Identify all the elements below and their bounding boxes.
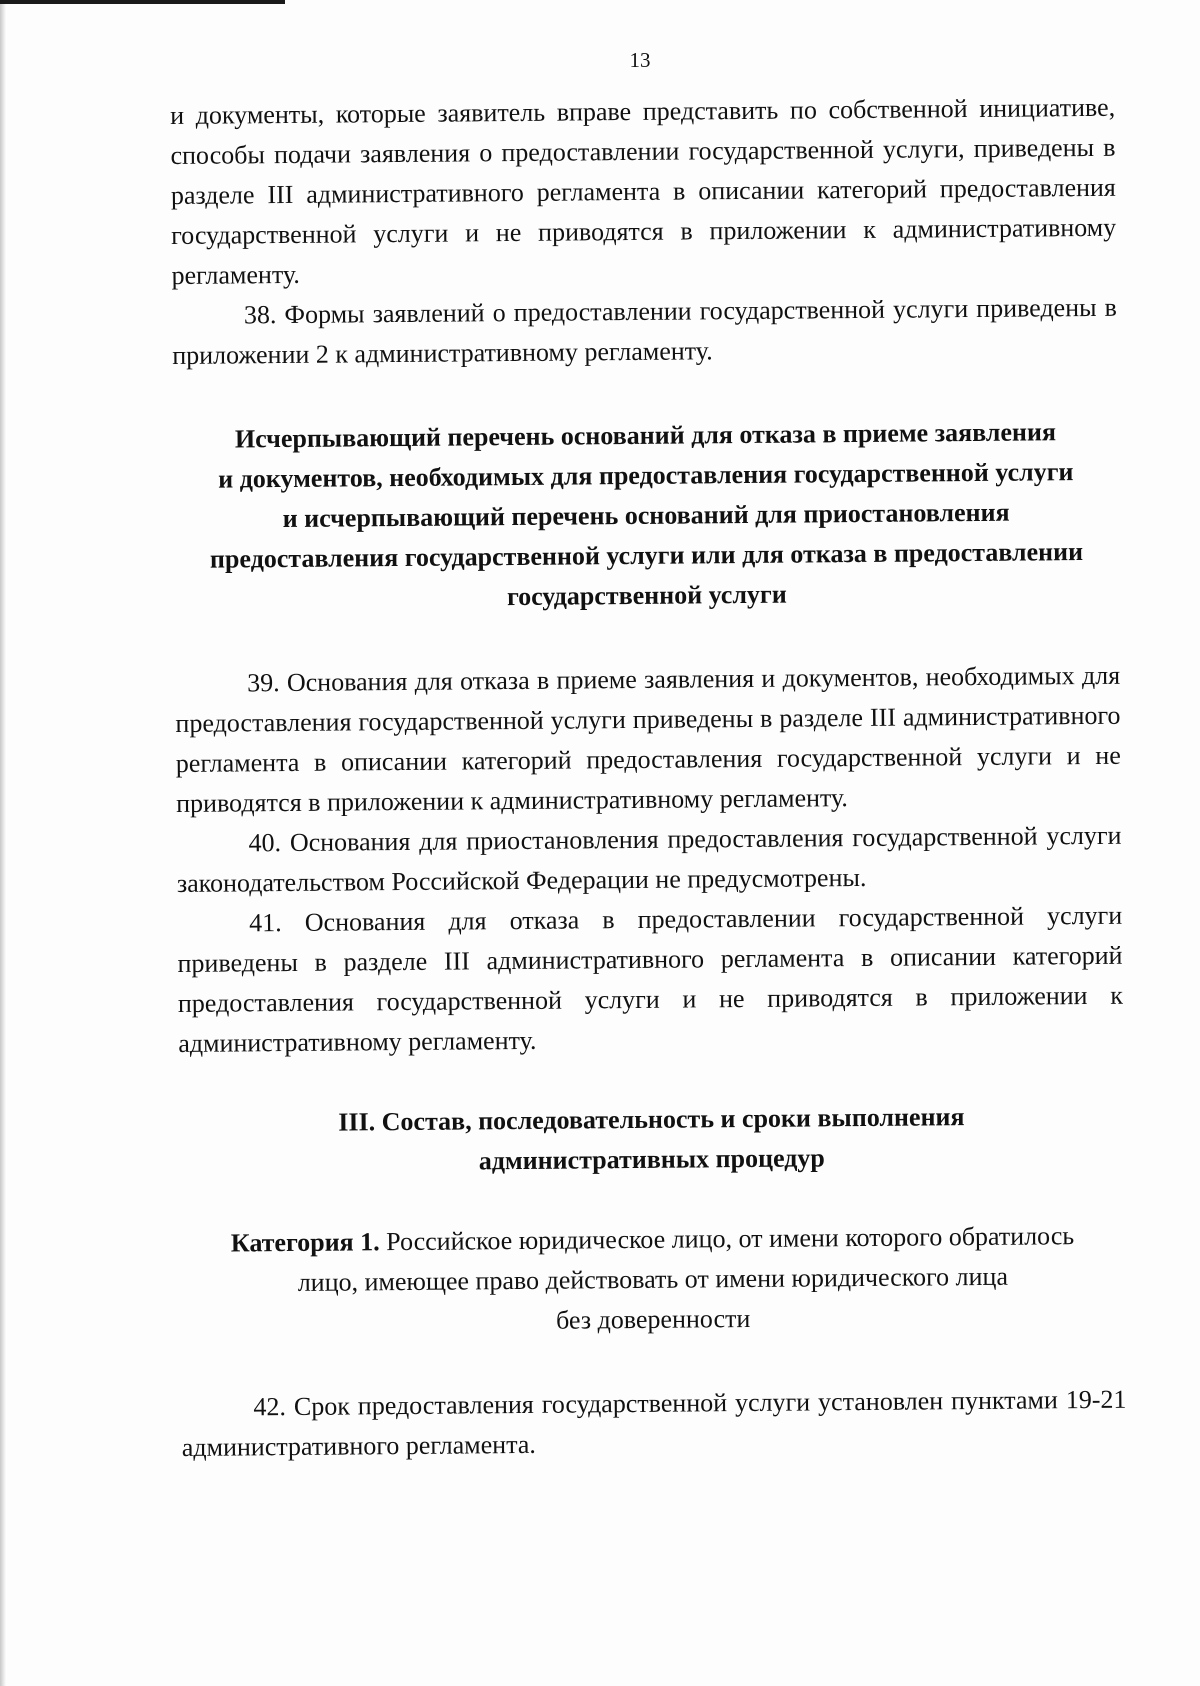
heading-line: предоставления государственной услуги или для отказа в предоставлении	[209, 537, 1084, 574]
heading-line: и документов, необходимых для предоставления государственной услуги	[218, 457, 1074, 494]
category-line: лицо, имеющее право действовать от имени юридического лица	[297, 1261, 1009, 1297]
heading-line: и исчерпывающий перечень оснований для приостановления	[282, 497, 1010, 534]
category-line: без доверенности	[555, 1303, 751, 1335]
paragraph-41: 41. Основания для отказа в предоставлении государственной услуги приведены в разделе III административного регламента в описании категорий предоставления государственной услуги и не приводятся в приложении к административному регламенту.	[177, 900, 1124, 1058]
heading-line: административных процедур	[478, 1143, 825, 1176]
category-1-heading	[180, 1216, 1126, 1344]
scan-edge	[0, 0, 6, 1686]
heading-line: Исчерпывающий перечень оснований для отказа в приеме заявления	[234, 417, 1057, 454]
document-body	[170, 88, 1127, 1468]
top-rule	[0, 0, 285, 4]
category-text: Российское юридическое лицо, от имени которого обратилось	[379, 1221, 1075, 1257]
category-label: Категория 1.	[230, 1227, 380, 1258]
heading-line: III. Состав, последовательность и сроки выполнения	[338, 1102, 965, 1137]
paragraph-42: 42. Срок предоставления государственной услуги установлен пунктами 19-21 административного регламента.	[181, 1384, 1127, 1462]
paragraph-40: 40. Основания для приостановления предоставления государственной услуги законодательством Российской Федерации не предусмотрены.	[176, 820, 1122, 898]
paragraph-39: 39. Основания для отказа в приеме заявления и документов, необходимых для предоставления государственной услуги приведены в разделе III административного регламента в описании категорий предоставления государственной услуги и не приводятся в приложении к административному регламенту.	[175, 660, 1121, 818]
heading-section-3	[179, 1096, 1125, 1184]
heading-refusal-grounds	[173, 412, 1120, 620]
paragraph-continuation: и документы, которые заявитель вправе представить по собственной инициативе, способы подачи заявления о предоставлении государственной услуги, приведены в разделе III административного регламента в описании категорий предоставления государственной услуги и не приводятся в приложении к административному регламенту.	[170, 92, 1117, 290]
heading-line: государственной услуги	[506, 579, 787, 612]
paragraph-38: 38. Формы заявлений о предоставлении государственной услуги приведены в приложении 2 к административному регламенту.	[172, 292, 1118, 370]
page-number: 13	[629, 48, 651, 72]
